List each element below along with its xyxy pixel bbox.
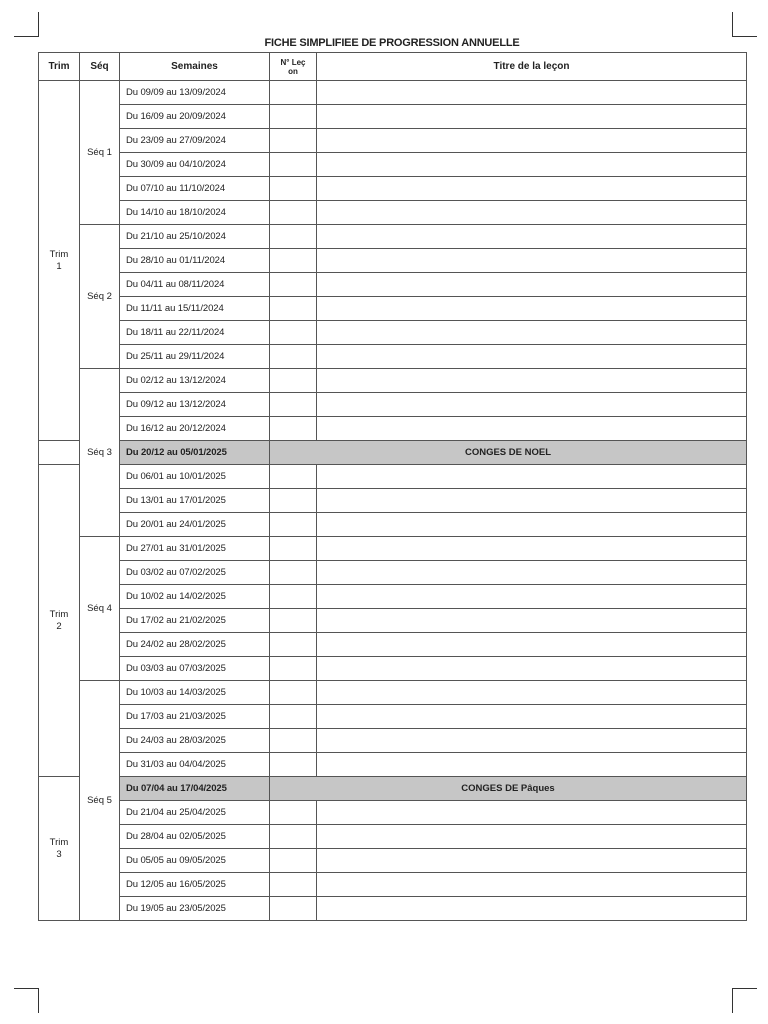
lesson-title-cell[interactable] <box>317 297 747 321</box>
table-row <box>39 657 747 681</box>
lesson-number-cell[interactable] <box>270 753 317 777</box>
crop-mark-bottom-left <box>14 988 39 1013</box>
table-row <box>39 153 747 177</box>
progression-table <box>38 52 747 921</box>
lesson-number-cell[interactable] <box>270 249 317 273</box>
lesson-title-cell[interactable] <box>317 465 747 489</box>
trim-label: Trim <box>49 248 69 260</box>
trim-gap-cell <box>39 441 80 465</box>
lesson-title-cell[interactable] <box>317 681 747 705</box>
lesson-title-cell[interactable] <box>317 369 747 393</box>
trim-number: 2 <box>56 620 62 632</box>
lesson-title-cell[interactable] <box>317 873 747 897</box>
week-cell: Du 03/02 au 07/02/2025 <box>120 561 270 585</box>
lesson-number-cell[interactable] <box>270 537 317 561</box>
table-row <box>39 873 747 897</box>
week-cell: Du 09/12 au 13/12/2024 <box>120 393 270 417</box>
crop-mark-top-left <box>14 12 39 37</box>
week-cell: Du 07/10 au 11/10/2024 <box>120 177 270 201</box>
week-cell: Du 11/11 au 15/11/2024 <box>120 297 270 321</box>
lesson-number-cell[interactable] <box>270 345 317 369</box>
lesson-title-cell[interactable] <box>317 537 747 561</box>
lesson-title-cell[interactable] <box>317 609 747 633</box>
table-row <box>39 105 747 129</box>
lesson-number-cell[interactable] <box>270 201 317 225</box>
seq-cell: Séq 2 <box>80 225 120 369</box>
crop-mark-bottom-right <box>732 988 757 1013</box>
week-cell: Du 16/09 au 20/09/2024 <box>120 105 270 129</box>
lesson-title-cell[interactable] <box>317 81 747 105</box>
trim-number: 1 <box>56 260 62 272</box>
header-num-lecon-line1: N° Leç <box>280 57 306 67</box>
lesson-number-cell[interactable] <box>270 105 317 129</box>
table-row <box>39 369 747 393</box>
week-cell: Du 20/01 au 24/01/2025 <box>120 513 270 537</box>
lesson-number-cell[interactable] <box>270 489 317 513</box>
header-semaines: Semaines <box>120 53 270 81</box>
lesson-number-cell[interactable] <box>270 585 317 609</box>
seq-cell: Séq 3 <box>80 369 120 537</box>
lesson-title-cell[interactable] <box>317 585 747 609</box>
week-cell: Du 02/12 au 13/12/2024 <box>120 369 270 393</box>
lesson-number-cell[interactable] <box>270 465 317 489</box>
holiday-row <box>39 441 747 465</box>
table-row <box>39 225 747 249</box>
lesson-title-cell[interactable] <box>317 201 747 225</box>
header-num-lecon <box>270 53 317 81</box>
week-cell: Du 21/04 au 25/04/2025 <box>120 801 270 825</box>
week-cell: Du 20/12 au 05/01/2025 <box>120 441 270 465</box>
header-row <box>39 53 747 81</box>
table-row <box>39 489 747 513</box>
trim-number: 3 <box>56 848 62 860</box>
week-cell: Du 10/02 au 14/02/2025 <box>120 585 270 609</box>
lesson-title-cell[interactable] <box>317 753 747 777</box>
lesson-number-cell[interactable] <box>270 273 317 297</box>
table-row <box>39 633 747 657</box>
lesson-title-cell[interactable] <box>317 657 747 681</box>
lesson-title-cell[interactable] <box>317 489 747 513</box>
table-row <box>39 825 747 849</box>
table-row <box>39 417 747 441</box>
table-row <box>39 537 747 561</box>
week-cell: Du 24/03 au 28/03/2025 <box>120 729 270 753</box>
week-cell: Du 04/11 au 08/11/2024 <box>120 273 270 297</box>
lesson-number-cell[interactable] <box>270 177 317 201</box>
table-row <box>39 513 747 537</box>
table-row <box>39 321 747 345</box>
week-cell: Du 07/04 au 17/04/2025 <box>120 777 270 801</box>
lesson-title-cell[interactable] <box>317 705 747 729</box>
lesson-title-cell[interactable] <box>317 849 747 873</box>
week-cell: Du 21/10 au 25/10/2024 <box>120 225 270 249</box>
trim-cell <box>39 465 80 777</box>
table-row <box>39 345 747 369</box>
lesson-number-cell[interactable] <box>270 513 317 537</box>
lesson-number-cell[interactable] <box>270 681 317 705</box>
table-row <box>39 681 747 705</box>
lesson-number-cell[interactable] <box>270 849 317 873</box>
lesson-number-cell[interactable] <box>270 825 317 849</box>
table-row <box>39 801 747 825</box>
week-cell: Du 19/05 au 23/05/2025 <box>120 897 270 921</box>
lesson-title-cell[interactable] <box>317 393 747 417</box>
lesson-number-cell[interactable] <box>270 417 317 441</box>
table-row <box>39 705 747 729</box>
trim-cell <box>39 777 80 921</box>
seq-cell: Séq 1 <box>80 81 120 225</box>
lesson-number-cell[interactable] <box>270 321 317 345</box>
lesson-title-cell[interactable] <box>317 513 747 537</box>
lesson-title-cell[interactable] <box>317 825 747 849</box>
lesson-title-cell[interactable] <box>317 249 747 273</box>
lesson-title-cell[interactable] <box>317 129 747 153</box>
lesson-title-cell[interactable] <box>317 561 747 585</box>
week-cell: Du 24/02 au 28/02/2025 <box>120 633 270 657</box>
table-row <box>39 729 747 753</box>
table-row <box>39 561 747 585</box>
week-cell: Du 12/05 au 16/05/2025 <box>120 873 270 897</box>
header-titre: Titre de la leçon <box>317 53 747 81</box>
week-cell: Du 16/12 au 20/12/2024 <box>120 417 270 441</box>
lesson-number-cell[interactable] <box>270 801 317 825</box>
lesson-title-cell[interactable] <box>317 633 747 657</box>
week-cell: Du 03/03 au 07/03/2025 <box>120 657 270 681</box>
lesson-title-cell[interactable] <box>317 105 747 129</box>
crop-mark-top-right <box>732 12 757 37</box>
holiday-label: CONGES DE NOEL <box>270 441 747 465</box>
holiday-label: CONGES DE Pâques <box>270 777 747 801</box>
lesson-number-cell[interactable] <box>270 129 317 153</box>
week-cell: Du 30/09 au 04/10/2024 <box>120 153 270 177</box>
table-row <box>39 201 747 225</box>
lesson-number-cell[interactable] <box>270 369 317 393</box>
document-title: FICHE SIMPLIFIEE DE PROGRESSION ANNUELLE <box>264 37 520 49</box>
table-row <box>39 393 747 417</box>
lesson-number-cell[interactable] <box>270 609 317 633</box>
lesson-number-cell[interactable] <box>270 561 317 585</box>
lesson-title-cell[interactable] <box>317 153 747 177</box>
header-num-lecon-line2: on <box>288 66 298 76</box>
header-trim: Trim <box>39 53 80 81</box>
lesson-title-cell[interactable] <box>317 273 747 297</box>
seq-cell: Séq 4 <box>80 537 120 681</box>
week-cell: Du 18/11 au 22/11/2024 <box>120 321 270 345</box>
lesson-number-cell[interactable] <box>270 81 317 105</box>
lesson-title-cell[interactable] <box>317 321 747 345</box>
trim-label: Trim <box>49 836 69 848</box>
week-cell: Du 14/10 au 18/10/2024 <box>120 201 270 225</box>
table-row <box>39 609 747 633</box>
lesson-number-cell[interactable] <box>270 729 317 753</box>
trim-cell <box>39 81 80 441</box>
week-cell: Du 27/01 au 31/01/2025 <box>120 537 270 561</box>
week-cell: Du 28/10 au 01/11/2024 <box>120 249 270 273</box>
lesson-title-cell[interactable] <box>317 417 747 441</box>
table-row <box>39 81 747 105</box>
lesson-title-cell[interactable] <box>317 801 747 825</box>
lesson-number-cell[interactable] <box>270 657 317 681</box>
table-row <box>39 177 747 201</box>
lesson-number-cell[interactable] <box>270 633 317 657</box>
week-cell: Du 25/11 au 29/11/2024 <box>120 345 270 369</box>
lesson-number-cell[interactable] <box>270 393 317 417</box>
header-seq: Séq <box>80 53 120 81</box>
lesson-title-cell[interactable] <box>317 897 747 921</box>
week-cell: Du 23/09 au 27/09/2024 <box>120 129 270 153</box>
table-row <box>39 753 747 777</box>
seq-cell: Séq 5 <box>80 681 120 921</box>
lesson-number-cell[interactable] <box>270 225 317 249</box>
week-cell: Du 28/04 au 02/05/2025 <box>120 825 270 849</box>
week-cell: Du 17/03 au 21/03/2025 <box>120 705 270 729</box>
table-row <box>39 129 747 153</box>
lesson-number-cell[interactable] <box>270 705 317 729</box>
lesson-number-cell[interactable] <box>270 897 317 921</box>
week-cell: Du 31/03 au 04/04/2025 <box>120 753 270 777</box>
lesson-title-cell[interactable] <box>317 225 747 249</box>
table-row <box>39 897 747 921</box>
table-row <box>39 465 747 489</box>
lesson-number-cell[interactable] <box>270 873 317 897</box>
lesson-title-cell[interactable] <box>317 177 747 201</box>
lesson-number-cell[interactable] <box>270 297 317 321</box>
week-cell: Du 09/09 au 13/09/2024 <box>120 81 270 105</box>
lesson-number-cell[interactable] <box>270 153 317 177</box>
week-cell: Du 17/02 au 21/02/2025 <box>120 609 270 633</box>
table-row <box>39 273 747 297</box>
week-cell: Du 05/05 au 09/05/2025 <box>120 849 270 873</box>
week-cell: Du 10/03 au 14/03/2025 <box>120 681 270 705</box>
table-row <box>39 297 747 321</box>
table-row <box>39 249 747 273</box>
table-row <box>39 585 747 609</box>
week-cell: Du 06/01 au 10/01/2025 <box>120 465 270 489</box>
holiday-row <box>39 777 747 801</box>
lesson-title-cell[interactable] <box>317 345 747 369</box>
trim-label: Trim <box>49 608 69 620</box>
week-cell: Du 13/01 au 17/01/2025 <box>120 489 270 513</box>
table-row <box>39 849 747 873</box>
lesson-title-cell[interactable] <box>317 729 747 753</box>
